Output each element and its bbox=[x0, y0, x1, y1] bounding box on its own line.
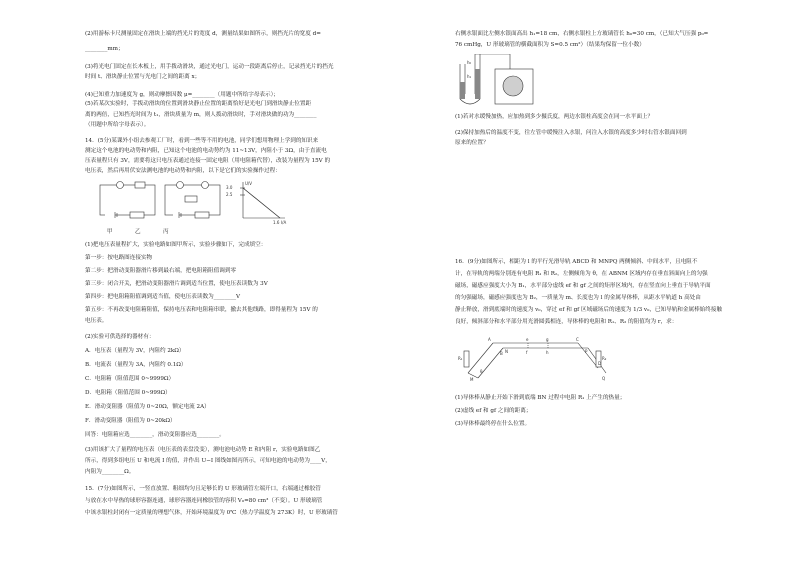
q14-option: D．电阻箱（阻值范围 0~999Ω） bbox=[85, 390, 171, 396]
q15-line: 15．(7分)如图所示，一竖直放置、粗细均匀且足够长的 U 形玻璃管左端开口，右端通过橡胶管 bbox=[85, 486, 321, 492]
q14-option: C．电阻箱（阻值范围 0~9999Ω） bbox=[85, 376, 175, 382]
q14-body-line: 第一步：按电路图连接实物 bbox=[85, 255, 153, 261]
q13-line: (2)用游标卡尺测量固定在滑块上端的挡光片的宽度 d，测量结果如图所示，则挡光片的宽度 d= bbox=[85, 31, 321, 37]
q14-body-line: (3)用该扩大了量程的电压表（电压表的表盘没变），测电池电动势 E 和内阻 r，实验电路如图乙 bbox=[85, 447, 321, 453]
q14-body-line: 所示，得到多组电压 U 和电流 I 的值，并作出 U−I 图线如图丙所示，可知电池的电动势为____V， bbox=[85, 458, 331, 464]
q14-option: F．滑动变阻器（阻值为 0~20kΩ） bbox=[85, 418, 176, 424]
graph-y-unit: U/V bbox=[245, 181, 253, 186]
q16-line: 16．(9分)如图所示，相距为 l 的平行光滑导轨 ABCD 和 MNPQ 两侧倾斜、中间水平，且电阻不 bbox=[455, 259, 698, 265]
fig16-label-M: M bbox=[470, 377, 474, 382]
q16-line: 计，在导轨的两端分别连有电阻 R₁ 和 R₂，左侧倾角为 θ，在 ABNM 区域内存在垂直斜面向上的匀强 bbox=[455, 271, 708, 277]
q14-body-line: (2)实验可供选择的器材有： bbox=[85, 334, 155, 340]
q14-line: 压表量程只有 3V，需要将这只电压表通过连接一固定电阻（用电阻箱代替），改装为量程为 15V 的 bbox=[85, 158, 331, 164]
fig16-label-D: D bbox=[598, 361, 602, 366]
q16-line: 磁场，磁感应强度大小为 B₁，水平部分虚线 ef 和 gf 之间的矩形区域内，存在竖直向上垂直于导轨平面 bbox=[455, 283, 711, 289]
q15-cont-line: 右侧水银面比左侧水银面高出 h₁=18 cm，右侧水银柱上方玻璃管长 h₀=30 cm，（已知大气压强 p₀= bbox=[455, 31, 709, 37]
q15-line: 与放在水中导热的球形容器连通，球形容器连同橡胶管的容积 V₀=80 cm³（不变）。U 形玻璃管 bbox=[85, 498, 323, 504]
fig16-label-R2: R₂ bbox=[602, 356, 607, 361]
q14-option: B．电流表（量程为 3A，内阻约 0.1Ω） bbox=[85, 362, 187, 368]
fig16-label-A: A bbox=[488, 337, 491, 342]
circuit-b bbox=[165, 182, 220, 219]
q14-option: E．滑动变阻器（阻值为 0~20Ω，额定电流 2A） bbox=[85, 404, 210, 410]
q14-body-line: (1)把电压表量程扩大，实验电路如图甲所示，实验步骤如下，完成填空： bbox=[85, 242, 267, 248]
q14-figure-caption: 甲 乙 丙 bbox=[107, 229, 169, 235]
q14-line: 电压表，然后再用伏安法测电池的电动势和内阻，以下是它们的实验操作过程： bbox=[85, 168, 281, 174]
q16-question: (1)导体棒从静止开始下滑到底端 BN 过程中电阻 R₁ 上产生的热量； bbox=[455, 395, 626, 401]
q16-line: 的匀强磁场，磁感应强度也为 B₂，一质量为 m、长度也为 l 的金属导体棒，从距水平轨道 h 高处由 bbox=[455, 295, 701, 301]
circuit-a bbox=[100, 182, 155, 219]
q15-question: (2)保持加热后的温度不变，往左管中缓慢注入水银，问注入水银的高度多少时右管水银面回到 bbox=[455, 130, 687, 136]
q14-circuit-figure bbox=[95, 180, 295, 230]
fig16-label-B: B bbox=[500, 351, 503, 356]
q16-question: (3)导体棒最终停在什么位置。 bbox=[455, 421, 531, 427]
q16-question: (2)虚线 ef 和 gf 之间的距离； bbox=[455, 408, 532, 414]
graph-c bbox=[240, 182, 285, 218]
q13-line: (5)若某次实验时，手拨动滑块的位置到滑块静止位置的距离恰好是光电门到滑块静止位置距 bbox=[85, 101, 312, 107]
graph-y-top: 3.0 bbox=[226, 185, 233, 190]
q15-ushape-figure bbox=[455, 54, 545, 109]
q14-body-line: 回答：电阻箱应选________，滑动变阻器应选________。 bbox=[85, 432, 225, 438]
fig15-label-h0: h₀ bbox=[467, 60, 472, 65]
q16-rail-figure bbox=[458, 333, 608, 388]
fig16-label-R1: R₁ bbox=[458, 356, 463, 361]
q15-question: (1)若对水缓慢加热，应加热到多少摄氏度，两边水银柱高度会在同一水平面上？ bbox=[455, 114, 654, 120]
q13-line: （用题中所给字母表示）。 bbox=[85, 122, 150, 128]
q15-question: 原来的位置？ bbox=[455, 140, 489, 146]
q14-body-line: 电压表。 bbox=[85, 318, 108, 324]
fig16-label-f: f bbox=[526, 350, 528, 355]
fig16-label-N: N bbox=[505, 349, 508, 354]
fig16-label-Q: Q bbox=[602, 376, 606, 381]
q14-body-line: 内阻为________Ω。 bbox=[85, 469, 135, 475]
fig16-label-theta: θ bbox=[480, 369, 483, 374]
q14-option: A．电压表（量程为 3V，内阻约 2kΩ） bbox=[85, 348, 185, 354]
q13-line: (4)已知重力加速度为 g，则动摩擦因数 μ=________（用题中所给字母表示）； bbox=[85, 92, 279, 98]
fig16-label-P: P bbox=[585, 349, 588, 354]
q13-line: 离的两倍，已知挡光时间为 t₁，滑块质量为 m，则人拨动滑块时，手对滑块做的功为________ bbox=[85, 112, 317, 118]
graph-x-unit: I/A bbox=[281, 220, 287, 225]
graph-x-end: 1.6 bbox=[273, 220, 280, 225]
q15-cont-line: 76 cmHg，U 形玻璃管的横截面积为 S=0.5 cm²）（结果均保留一位小数） bbox=[455, 42, 645, 48]
fig16-label-g: g bbox=[546, 337, 549, 342]
q14-body-line: 第五步：不再改变电阻箱阻值，保持电压表和电阻箱串联，撤去其他线路，即得量程为 15V 的 bbox=[85, 307, 318, 313]
fig16-label-C: C bbox=[576, 337, 579, 342]
q14-body-line: 第四步：把电阻箱阻值调到适当值，使电压表读数为________V bbox=[85, 294, 241, 300]
fig16-label-h: h bbox=[546, 350, 549, 355]
fig15-label-h1: h₁ bbox=[467, 74, 472, 79]
q13-line: (3)将光电门固定在长木板上，用手拨动滑块，通过光电门，运动一段距离后停止，记录挡光片的挡光 bbox=[85, 64, 334, 70]
q14-body-line: 第二步：把滑动变阻器滑片移到最右端，把电阻箱阻值调到零 bbox=[85, 268, 237, 274]
graph-y-mid: 2.5 bbox=[226, 192, 233, 197]
q13-line: 时间 t、滑块静止位置与光电门之间的距离 x； bbox=[85, 74, 201, 80]
q14-line: 测定这个电池的电动势和内阻，已知这个电池的电动势约为 11~13V，内阻小于 3Ω，由于直流电 bbox=[85, 148, 327, 154]
q14-line: 14．(5分)某课外小组去参观工厂时，看到一些等不用的电池，同学们想用物理上学到的知识来 bbox=[85, 138, 319, 144]
q13-line: ________mm； bbox=[85, 46, 124, 52]
fig16-label-e: e bbox=[526, 337, 529, 342]
q14-body-line: 第三步：闭合开关，把滑动变阻器滑片调到适当位置，使电压表读数为 3V bbox=[85, 281, 268, 287]
q16-line: 良好，倾斜部分和水平部分用光滑圆弧相连，导体棒的电阻和 R₁、R₂ 的阻值均为 r，求： bbox=[455, 319, 678, 325]
q16-line: 静止释放，滑到底端时的速度为 v₀，穿过 ef 和 gf 区域磁场后的速度为 1/3 v₀，已知导轨和金属棒始终接触 bbox=[455, 307, 723, 313]
q15-line: 中该水银柱封闭有一定质量的理想气体，开始环境温度为 0℃（热力学温度为 273K）时，U 形玻璃管 bbox=[85, 510, 338, 516]
